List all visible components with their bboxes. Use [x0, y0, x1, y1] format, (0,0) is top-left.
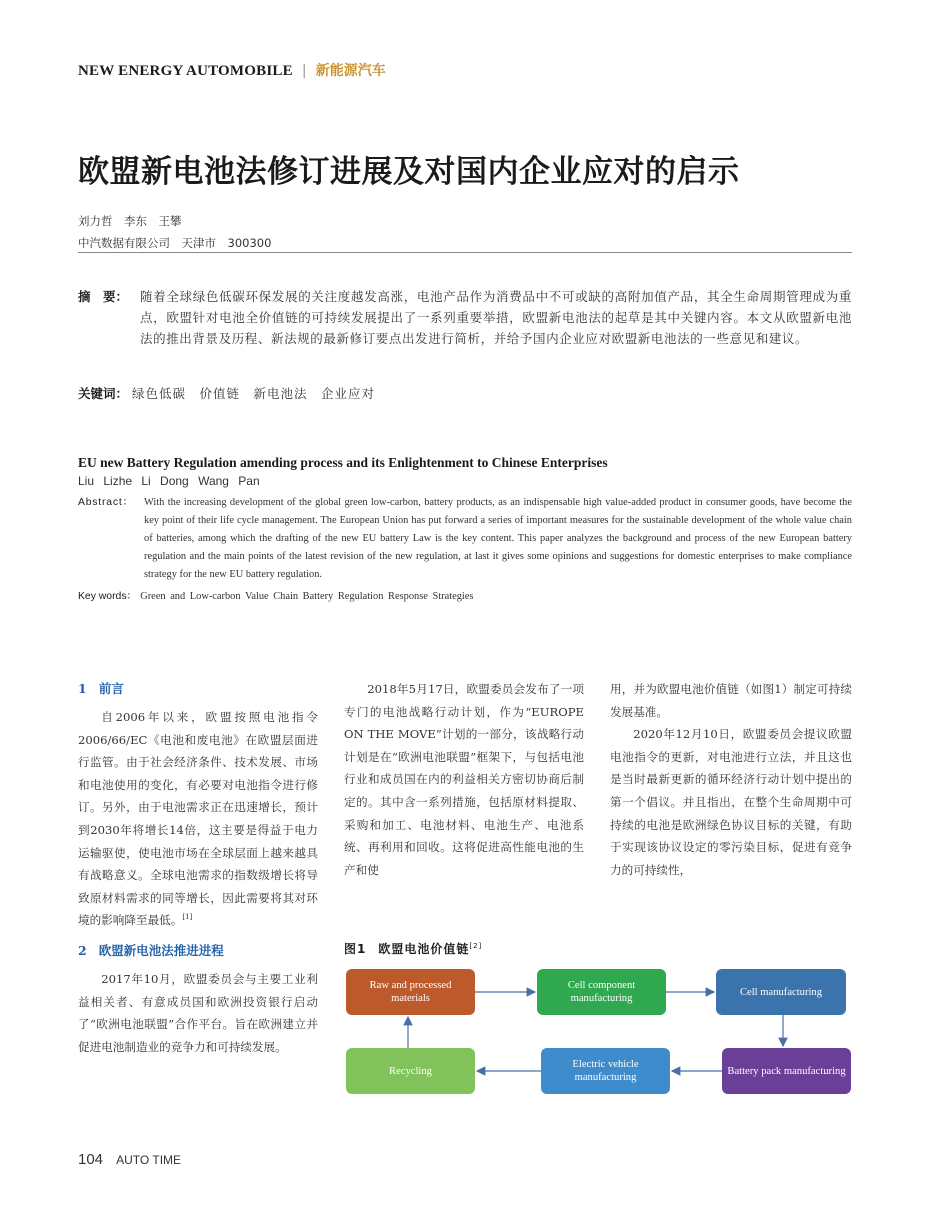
figure-title: 欧盟电池价值链	[378, 942, 470, 956]
node-raw-materials: Raw and processed materials	[346, 969, 475, 1015]
affiliation: 中汽数据有限公司 天津市 300300	[78, 236, 272, 250]
paragraph	[78, 706, 318, 932]
abstract-label: 摘 要：	[78, 289, 129, 304]
header-rule	[78, 252, 852, 253]
section-title: 前言	[98, 681, 124, 696]
keywords-en	[78, 587, 473, 602]
section-title: 欧盟新电池法推进进程	[98, 942, 224, 958]
node-cell-component-manufacturing: Cell component manufacturing	[537, 969, 666, 1015]
journal-header	[78, 60, 386, 80]
page-number: 104	[78, 1151, 104, 1168]
citation: [1]	[182, 913, 193, 922]
node-battery-pack-manufacturing: Battery pack manufacturing	[722, 1048, 851, 1094]
page-footer	[78, 1149, 181, 1168]
node-recycling: Recycling	[346, 1048, 475, 1094]
keywords-en-label: Key words：	[78, 591, 137, 602]
section-heading-1	[78, 678, 318, 700]
node-ev-manufacturing: Electric vehicle manufacturing	[541, 1048, 670, 1094]
abstract-text: 随着全球绿色低碳环保发展的关注度越发高涨，电池产品作为消费品中不可或缺的高附加值产品，其全生命周期管理成为重点，欧盟针对电池全价值链的可持续发展提出了一系列重要举措，欧盟新电池法的起草是其中关键内容。本文从欧盟新电池法的推出背景及历程、新法规的最新修订要点出发进行简析，并给予国内企业应对欧盟新电池法的一些意见和建议。	[140, 289, 852, 346]
figure-citation: [2]	[469, 942, 483, 950]
journal-name: NEW ENERGY AUTOMOBILE	[78, 63, 293, 79]
section-name: 新能源汽车	[315, 63, 386, 79]
section-number: 1	[78, 681, 87, 696]
paragraph: 2018年5月17日，欧盟委员会发布了一项专门的电池战略行动计划，作为“EUROPE ON THE MOVE”计划的一部分，该战略行动计划是在“欧洲电池联盟”框架下，与包括电池行业和成员国在内的利益相关方密切协商后制定的。其中含一系列措施，包括原材料提取、采购和加工、电池材料、电池生产、电池系统、再利用和回收。这将促进高性能电池的生产和使	[344, 682, 584, 877]
abstract-cn	[78, 286, 852, 349]
abstract-en	[78, 494, 852, 584]
paragraph: 2020年12月10日，欧盟委员会提议欧盟电池指令的更新，对电池进行立法，并且这也是当时最新更新的循环经济行动计划中提出的第一个倡议。并且指出，在整个生命周期中可持续的电池是欧洲绿色协议目标的关键，有助于实现该协议设定的零污染目标，促进有竞争力的可持续性，	[610, 727, 852, 877]
section-heading-2	[78, 940, 318, 962]
figure-label: 图1	[344, 942, 367, 956]
header-separator: |	[301, 63, 307, 79]
article-title-en: EU new Battery Regulation amending process and its Enlightenment to Chinese Enterprises	[78, 455, 608, 470]
authors: 刘力哲 李东 王攀	[78, 214, 182, 228]
body-column-3	[610, 678, 852, 881]
figure-caption	[344, 940, 482, 957]
paragraph: 2017年10月，欧盟委员会与主要工业利益相关者、有意成员国和欧洲投资银行启动了“欧洲电池联盟”合作平台。旨在欧洲建立并促进电池制造业的竞争力和可持续发展。	[78, 971, 318, 1054]
body-column-2	[344, 678, 584, 881]
paragraph: 用，并为欧盟电池价值链（如图1）制定可持续发展基准。	[610, 682, 852, 719]
abstract-en-label: Abstract：	[78, 497, 134, 508]
keywords-label: 关键词：	[78, 386, 129, 401]
authors-en: Liu Lizhe Li Dong Wang Pan	[78, 474, 260, 488]
section-number: 2	[78, 942, 87, 958]
article-title: 欧盟新电池法修订进展及对国内企业应对的启示	[78, 154, 740, 190]
keywords-text: 绿色低碳 价值链 新电池法 企业应对	[132, 386, 376, 401]
node-cell-manufacturing: Cell manufacturing	[716, 969, 846, 1015]
paragraph-text: 自2006年以来，欧盟按照电池指令2006/66/EC《电池和废电池》在欧盟层面进行监管。由于社会经济条件、技术发展、市场和电池使用的变化，有必要对电池指令进行修订。另外，由于电池需求正在迅速增长，预计到2030年将增长14倍，这主要是得益于电力运输驱使，使电池市场在全球层面上越来越具有战略意义。全球电池需求的指数级增长将导致原材料需求的同等增长，因此需要将其对环境的影响降至最低。	[78, 710, 318, 928]
abstract-en-text: With the increasing development of the global green low-carbon, battery products, as an indispensable high value-added product in consumer goods, have become the key point of their life cycle management. The European Union has put forward a series of important measures for the sustainable development of the whole value chain of batteries, among which the drafting of the new EU battery Law is the key content. This paper analyzes the background and process of the new European battery regulation and the main points of the latest revision of the new regulation, at last it gives some opinions and suggestions for domestic enterprises to make compliance strategy for the new EU battery regulation.	[144, 497, 852, 580]
keywords-en-text: Green and Low-carbon Value Chain Battery Regulation Response Strategies	[140, 591, 474, 602]
body-column-1	[78, 678, 318, 1058]
publication-name: AUTO TIME	[116, 1153, 182, 1167]
value-chain-diagram	[340, 962, 855, 1102]
keywords-cn	[78, 384, 375, 402]
